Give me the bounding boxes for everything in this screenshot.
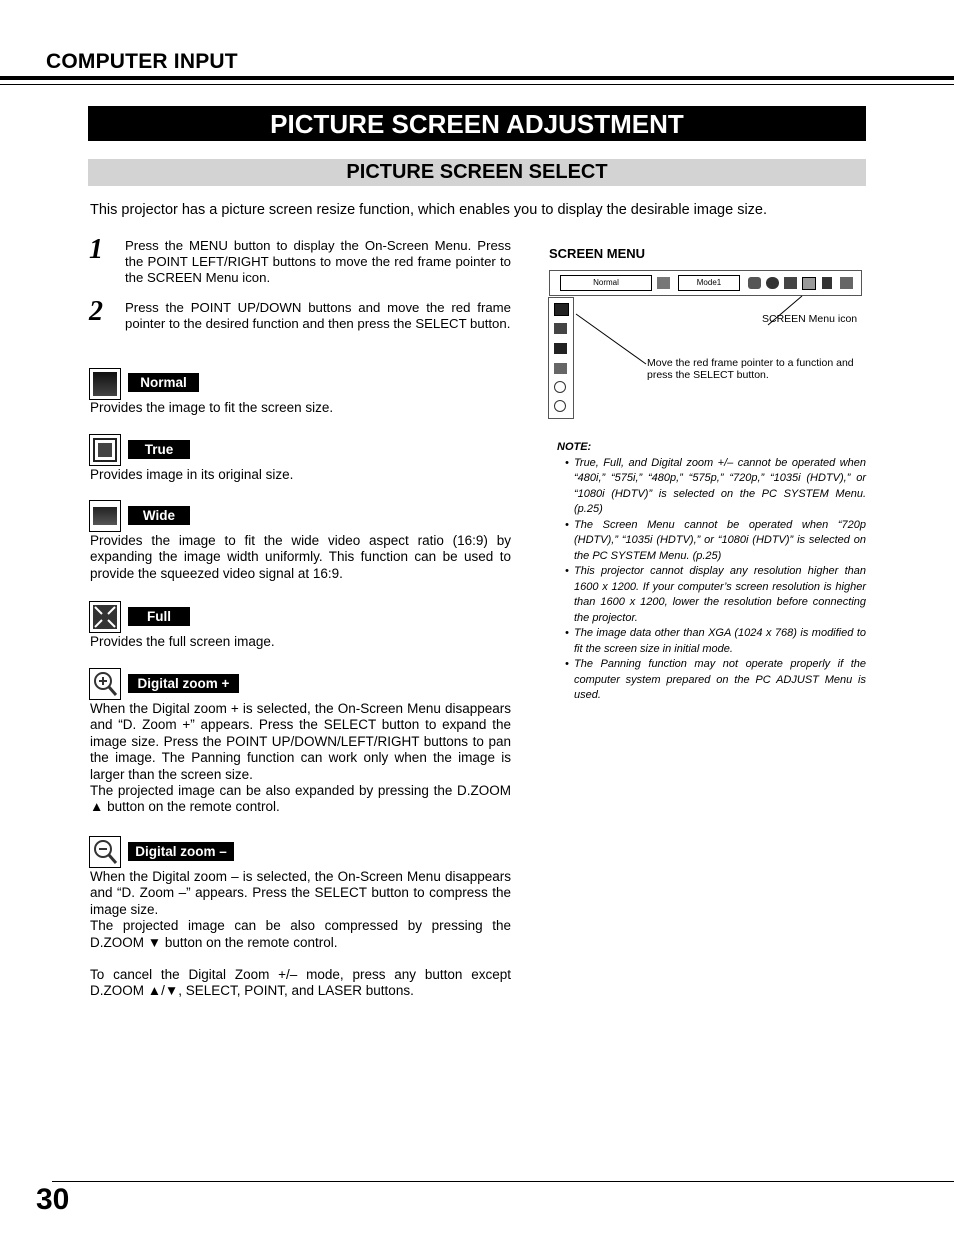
note-box: [557, 440, 866, 704]
page-number: 30: [36, 1183, 70, 1216]
note-item-text: The image data other than XGA (1024 x 768) is modified to fit the screen size in initial mode.: [574, 627, 866, 655]
zoom-out-icon: [554, 400, 566, 412]
mode-description-part: When the Digital zoom + is selected, the On-Screen Menu disappears and “D. Zoom +” appears. Press the SELECT button to expand the image size. Press the POINT UP/DOWN/LEFT/RIGHT buttons to pan the image. The Panning function can work only when the image is larger than the screen size.: [90, 701, 511, 782]
note-item-text: The Panning function may not operate properly if the computer system prepared on the PC ADJUST Menu is used.: [574, 658, 866, 701]
full-screen-icon: [89, 601, 121, 633]
true-screen-icon: [89, 434, 121, 466]
normal-screen-icon: [89, 368, 121, 400]
page-subtitle: PICTURE SCREEN SELECT: [88, 159, 866, 186]
note-item: • The image data other than XGA (1024 x 768) is modified to fit the screen size in initial mode.: [565, 627, 866, 655]
mode-description: Provides the image to fit the screen size.: [90, 400, 334, 415]
screen-menu-title: SCREEN MENU: [549, 246, 646, 261]
mode-label-true: True: [128, 440, 190, 459]
menu-normal-box: Normal: [560, 275, 652, 291]
note-item: • The Panning function may not operate properly if the computer system prepared on the PC ADJUST Menu is used.: [565, 658, 866, 701]
mode-label-wide: Wide: [128, 506, 190, 525]
section-header: COMPUTER INPUT: [46, 50, 238, 73]
note-item: • True, Full, and Digital zoom +/– cannot be operated when “480i,” “575i,” “480p,” “575p,” “720p,” “1035i (HDTV),” or “1080i (HDTV)” is selected on the PC SYSTEM Menu. (p.25): [565, 456, 866, 515]
zoom-in-icon: [554, 381, 566, 393]
callout-pointer: Move the red frame pointer to a function and press the SELECT button.: [647, 357, 854, 381]
menu-mode-box: Mode1: [678, 275, 740, 291]
note-item-text: True, Full, and Digital zoom +/– cannot be operated when “480i,” “575i,” “480p,” “575p,” “720p,” “1035i (HDTV),” or “1080i (HDTV)” is selected on the PC SYSTEM Menu. (p.25): [574, 456, 866, 515]
callout-screen-menu-icon: SCREEN Menu icon: [762, 313, 858, 325]
note-item: • The Screen Menu cannot be operated when “720p (HDTV),” “1035i (HDTV),” or “1080i (HDTV)” is selected on the PC SYSTEM Menu. (p.25): [565, 518, 866, 562]
step-number: 2: [89, 296, 103, 327]
mode-description-part: When the Digital zoom – is selected, the On-Screen Menu disappears and “D. Zoom –” appears. Press the SELECT button to compress the image size.: [90, 869, 511, 917]
zoom-out-icon: [89, 836, 121, 868]
note-item-text: This projector cannot display any resolution higher than 1600 x 1200. If your computer’s screen resolution is higher than 1600 x 1200, lower the resolution before connecting the projector.: [574, 565, 866, 624]
footer-rule: [52, 1181, 954, 1182]
step-text: Press the POINT UP/DOWN buttons and move the red frame pointer to the desired function and then press the SELECT button.: [125, 300, 511, 332]
step-number: 1: [89, 234, 103, 265]
mode-description: Provides the image to fit the wide video aspect ratio (16:9) by expanding the image width uniformly. This function can be used to provide the squeezed video signal at 16:9.: [90, 533, 511, 581]
header-rule-thin: [0, 84, 954, 85]
mode-label-digital-zoom-minus: Digital zoom –: [128, 842, 234, 861]
page-title: PICTURE SCREEN ADJUSTMENT: [88, 106, 866, 141]
wide-screen-icon: [89, 500, 121, 532]
mode-description: [90, 701, 511, 816]
note-title: NOTE:: [557, 441, 592, 453]
mode-description: [90, 869, 511, 951]
zoom-in-icon: [89, 668, 121, 700]
mode-label-digital-zoom-plus: Digital zoom +: [128, 674, 239, 693]
step-text: Press the MENU button to display the On-Screen Menu. Press the POINT LEFT/RIGHT buttons to move the red frame pointer to the SCREEN Menu icon.: [125, 238, 511, 286]
intro-text: This projector has a picture screen resize function, which enables you to display the desirable image size.: [90, 202, 768, 218]
note-item: • This projector cannot display any resolution higher than 1600 x 1200. If your computer’s screen resolution is higher than 1600 x 1200, lower the resolution before connecting the projector.: [565, 565, 866, 624]
header-rule-thick: [0, 76, 954, 80]
mode-description: Provides image in its original size.: [90, 467, 294, 482]
mode-description-part: The projected image can be also compressed by pressing the D.ZOOM ▼ button on the remote control.: [90, 918, 511, 950]
mode-description-part: The projected image can be also expanded by pressing the D.ZOOM ▲ button on the remote control.: [90, 783, 511, 815]
note-item-text: The Screen Menu cannot be operated when “720p (HDTV),” “1035i (HDTV),” or “1080i (HDTV)” is selected on the PC SYSTEM Menu. (p.25): [574, 518, 866, 562]
cancel-instructions: To cancel the Digital Zoom +/– mode, press any button except D.ZOOM ▲/▼, SELECT, POINT, and LASER buttons.: [90, 967, 511, 999]
mode-label-normal: Normal: [128, 373, 199, 392]
mode-description: Provides the full screen image.: [90, 634, 275, 649]
mode-label-full: Full: [128, 607, 190, 626]
